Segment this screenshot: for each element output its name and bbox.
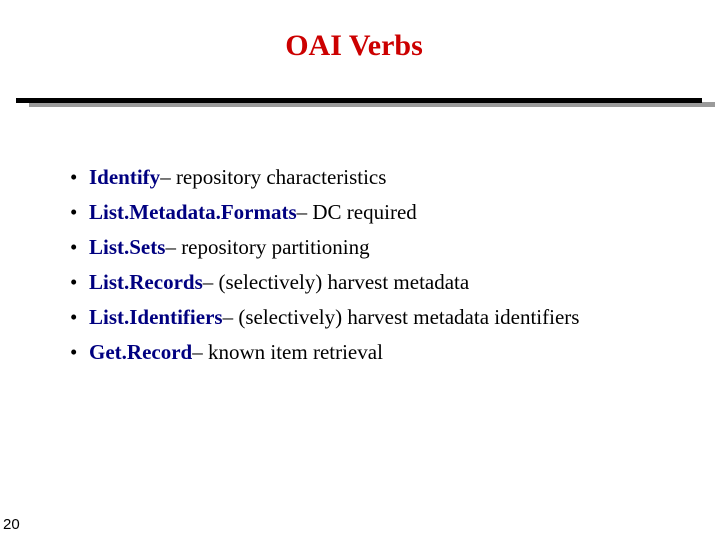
bullet-icon: •: [70, 270, 78, 294]
verb-term: List.Identifiers: [89, 305, 223, 329]
bullet-icon: •: [70, 305, 78, 329]
bullet-icon: •: [70, 165, 78, 189]
slide-title: OAI Verbs: [285, 29, 423, 62]
list-item: [70, 335, 579, 370]
list-item: [70, 265, 579, 300]
list-item: [70, 230, 579, 265]
list-item: [70, 160, 579, 195]
verb-term: List.Records: [89, 270, 203, 294]
verb-description: – (selectively) harvest metadata identifiers: [222, 305, 580, 329]
verb-term: List.Metadata.Formats: [89, 200, 297, 224]
list-item: [70, 300, 579, 335]
verb-description: – repository partitioning: [165, 235, 370, 259]
verb-term: Identify: [89, 165, 161, 189]
bullet-icon: •: [70, 235, 78, 259]
title-rule: [16, 98, 702, 103]
verb-term: List.Sets: [89, 235, 166, 259]
verb-term: Get.Record: [89, 340, 193, 364]
bullet-icon: •: [70, 200, 78, 224]
verb-description: – known item retrieval: [192, 340, 383, 364]
verb-description: – repository characteristics: [160, 165, 387, 189]
page-number: 20: [3, 516, 20, 533]
verb-description: – (selectively) harvest metadata: [202, 270, 470, 294]
verb-description: – DC required: [296, 200, 417, 224]
verb-list: [70, 160, 579, 370]
list-item: [70, 195, 579, 230]
bullet-icon: •: [70, 340, 78, 364]
